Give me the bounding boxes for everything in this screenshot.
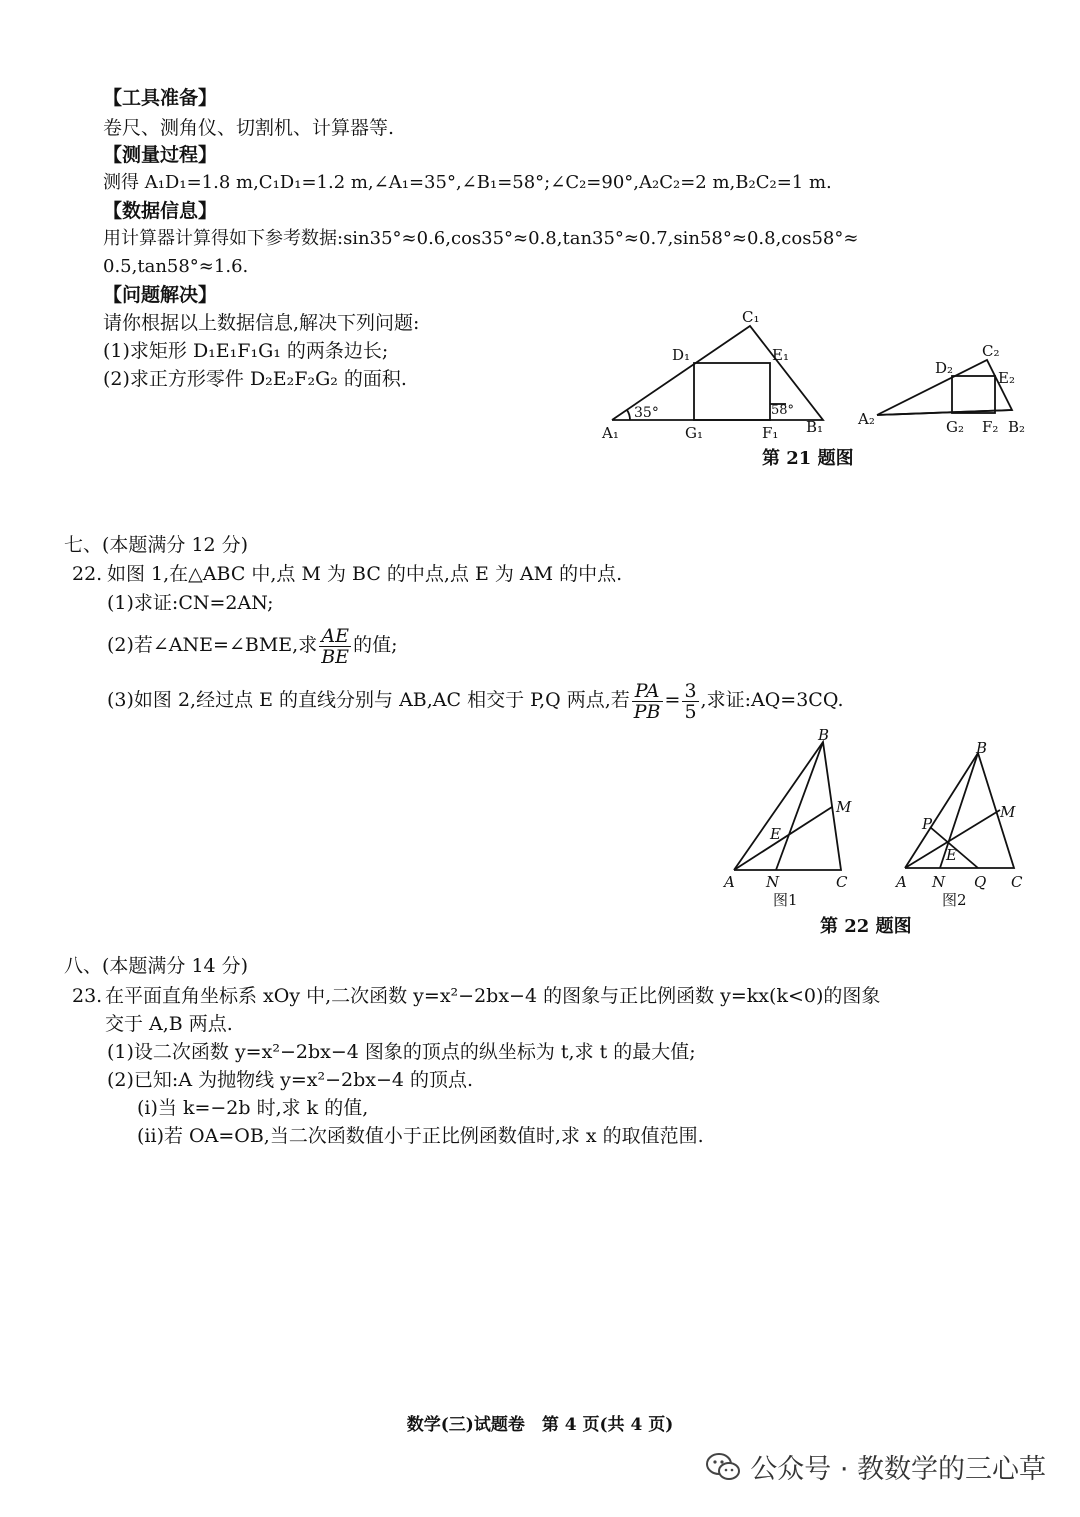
q22-stem: 如图 1,在△ABC 中,点 M 为 BC 的中点,点 E 为 AM 的中点. — [107, 563, 623, 585]
data-heading: 【数据信息】 — [103, 200, 218, 222]
q22-section: 七、(本题满分 12 分) — [64, 534, 249, 556]
label-Q: Q — [974, 873, 987, 891]
fraction-ae-be — [319, 626, 351, 667]
q22-part3-text-b: ,求证:AQ=3CQ. — [700, 689, 844, 711]
watermark-text: 公众号 · 教数学的三心草 — [750, 1454, 1046, 1485]
fraction-denominator: BE — [321, 645, 350, 668]
q23-stem-2: 交于 A,B 两点. — [105, 1013, 233, 1035]
q22-part2-text-b: 的值; — [353, 634, 398, 656]
q23-section: 八、(本题满分 14 分) — [64, 955, 249, 977]
label-P: P — [922, 815, 933, 833]
q22-part3-eq: = — [664, 689, 681, 711]
q23-part1: (1)设二次函数 y=x²−2bx−4 图象的顶点的纵坐标为 t,求 t 的最大值; — [107, 1041, 696, 1063]
q22-figure-2 — [905, 753, 1014, 868]
q23-part2-ii: (ii)若 OA=OB,当二次函数值小于正比例函数值时,求 x 的取值范围. — [137, 1125, 704, 1147]
label-D1: D₁ — [672, 346, 691, 364]
label-A: A — [724, 873, 735, 891]
label-G2: G₂ — [946, 418, 964, 436]
label-B: B — [976, 739, 988, 757]
page-footer: 数学(三)试题卷 第 4 页(共 4 页) — [406, 1415, 674, 1435]
label-B: B — [818, 726, 830, 744]
label-A2: A₂ — [858, 410, 875, 428]
tools-heading: 【工具准备】 — [103, 87, 218, 109]
tools-text: 卷尺、测角仪、切割机、计算器等. — [103, 117, 395, 139]
label-M: M — [836, 798, 852, 816]
data-text-1: 用计算器计算得如下参考数据:sin35°≈0.6,cos35°≈0.8,tan35°≈0.7,sin58°≈0.8,cos58°≈ — [103, 228, 859, 249]
angle-35: 35° — [634, 405, 659, 421]
label-B1: B₁ — [806, 418, 824, 436]
label-A1: A₁ — [602, 424, 619, 442]
watermark — [706, 1447, 1046, 1486]
q22-figure-1 — [734, 742, 841, 870]
q22-part1: (1)求证:CN=2AN; — [107, 592, 274, 614]
label-M: M — [1000, 803, 1016, 821]
label-C1: C₁ — [742, 308, 760, 326]
q22-caption: 第 22 题图 — [820, 916, 912, 937]
fraction-pa-pb — [632, 681, 663, 722]
fraction-3-5 — [682, 681, 698, 722]
q23-part2: (2)已知:A 为抛物线 y=x²−2bx−4 的顶点. — [107, 1069, 474, 1091]
angle-58: 58° — [771, 403, 795, 418]
data-text-2: 0.5,tan58°≈1.6. — [103, 256, 249, 277]
q23-stem-1: 在平面直角坐标系 xOy 中,二次函数 y=x²−2bx−4 的图象与正比例函数 y=kx(k<0)的图象 — [105, 985, 881, 1007]
label-E1: E₁ — [772, 346, 789, 364]
q22-part3 — [107, 677, 844, 723]
label-F1: F₁ — [762, 424, 779, 442]
q21-part1: (1)求矩形 D₁E₁F₁G₁ 的两条边长; — [103, 340, 389, 362]
q22-number: 22. — [72, 563, 103, 585]
wechat-icon — [706, 1453, 740, 1481]
label-C2: C₂ — [982, 342, 1000, 360]
fraction-denominator: 5 — [684, 700, 697, 723]
solve-heading: 【问题解决】 — [103, 284, 218, 306]
solve-intro: 请你根据以上数据信息,解决下列问题: — [103, 312, 420, 334]
label-C: C — [836, 873, 848, 891]
q22-part3-text-a: (3)如图 2,经过点 E 的直线分别与 AB,AC 相交于 P,Q 两点,若 — [107, 689, 630, 711]
q21-part2: (2)求正方形零件 D₂E₂F₂G₂ 的面积. — [103, 368, 407, 390]
label-A: A — [896, 873, 907, 891]
fig2-name: 图2 — [942, 891, 967, 909]
fraction-numerator: AE — [319, 626, 351, 647]
fraction-numerator: 3 — [684, 679, 697, 702]
label-B2: B₂ — [1008, 418, 1026, 436]
measure-text: 测得 A₁D₁=1.8 m,C₁D₁=1.2 m,∠A₁=35°,∠B₁=58°;∠C₂=90°,A₂C₂=2 m,B₂C₂=1 m. — [103, 172, 832, 193]
label-G1: G₁ — [685, 424, 703, 442]
label-F2: F₂ — [982, 418, 999, 436]
q23-number: 23. — [72, 985, 103, 1007]
q22-figures — [710, 725, 1040, 915]
q22-part2 — [107, 622, 397, 668]
fig1-name: 图1 — [773, 891, 798, 909]
label-D2: D₂ — [935, 359, 954, 377]
fraction-denominator: PB — [633, 700, 661, 723]
label-N: N — [766, 873, 780, 891]
label-N: N — [932, 873, 946, 891]
q21-figures — [590, 300, 1040, 450]
label-E: E — [770, 825, 781, 843]
measure-heading: 【测量过程】 — [103, 144, 218, 166]
q21-caption: 第 21 题图 — [762, 448, 854, 469]
label-E2: E₂ — [998, 369, 1015, 387]
q23-part2-i: (i)当 k=−2b 时,求 k 的值, — [137, 1097, 369, 1119]
label-E: E — [946, 846, 957, 864]
label-C: C — [1011, 873, 1023, 891]
q22-part2-text-a: (2)若∠ANE=∠BME,求 — [107, 634, 318, 656]
fraction-numerator: PA — [632, 681, 663, 702]
